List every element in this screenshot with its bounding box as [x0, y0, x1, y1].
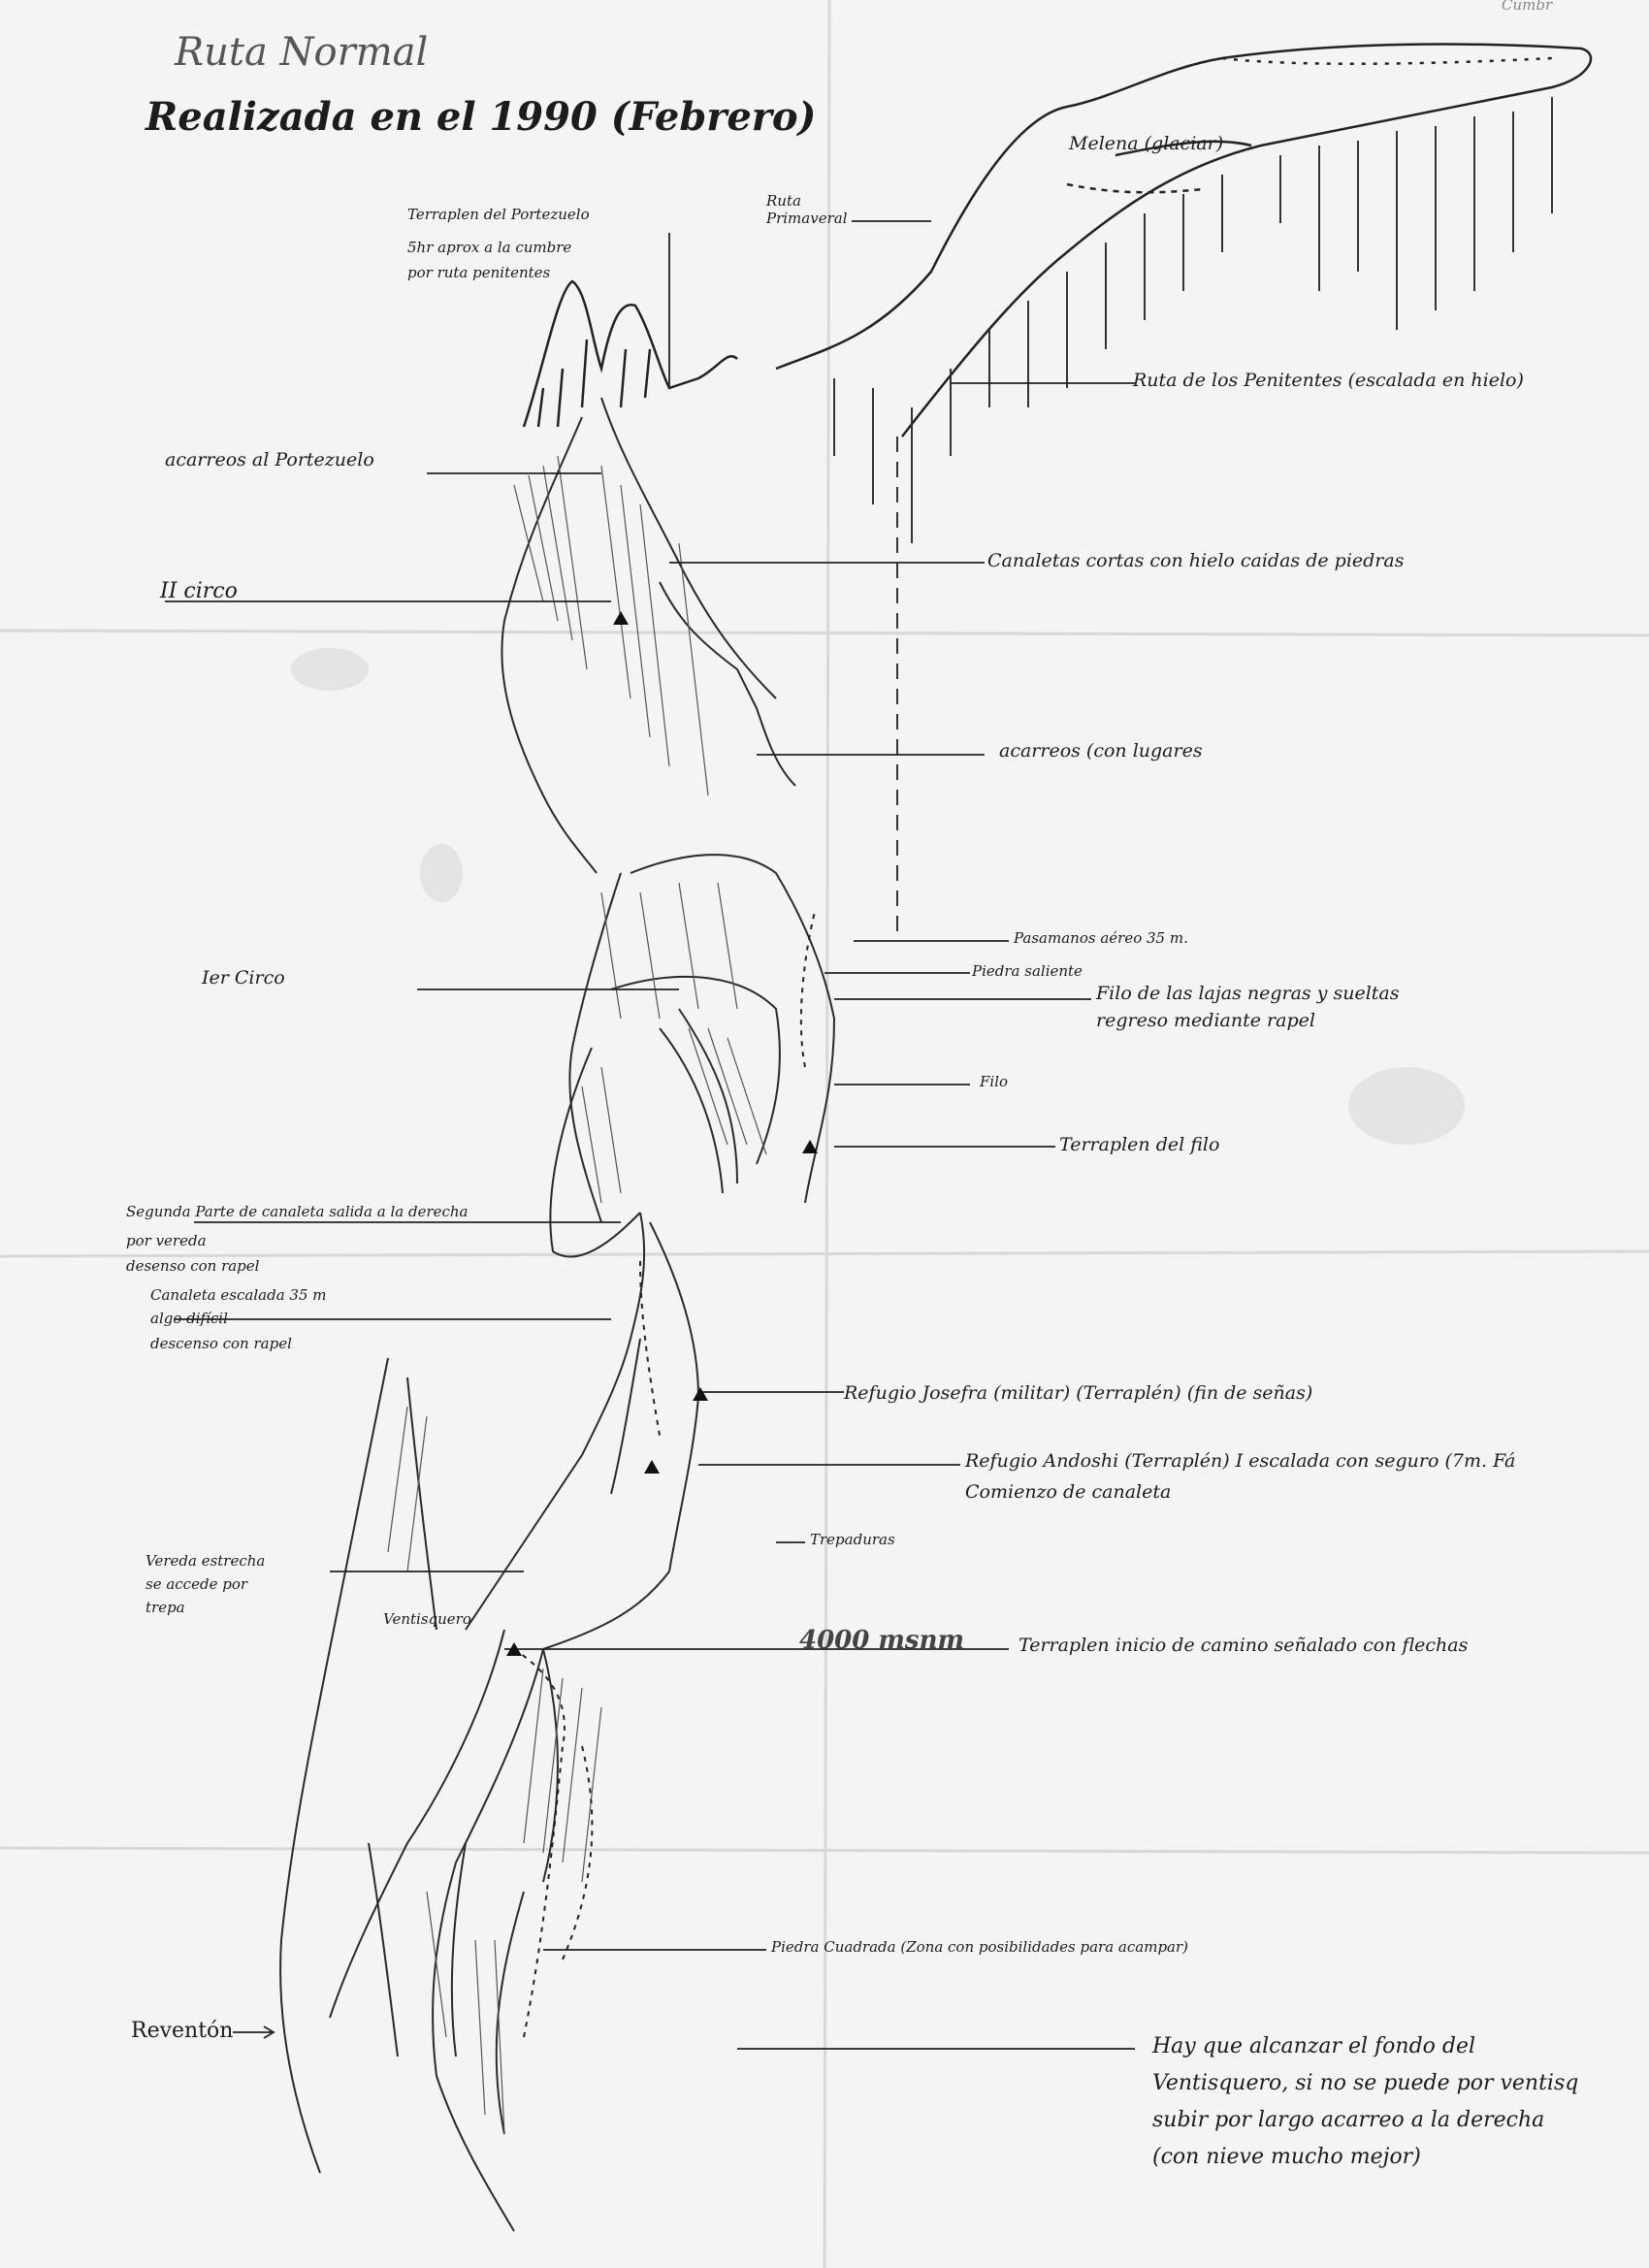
- label-ii-circo: II circo: [160, 579, 238, 603]
- label-piedra-cuadrada: Piedra Cuadrada (Zona con posibilidades para acampar): [771, 1938, 1189, 1956]
- label-canaleta-escalada-2: algo difícil: [150, 1310, 228, 1327]
- label-melena: Melena (glaciar): [1069, 133, 1224, 154]
- label-terraplen-inicio: Terraplen inicio de camino señalado con flechas: [1018, 1635, 1469, 1656]
- leader-lines: [165, 221, 1135, 2049]
- label-segunda-parte-1: Segunda Parte de canaleta salida a la derecha: [126, 1203, 469, 1220]
- label-terraplen-portezuelo-3: por ruta penitentes: [407, 264, 551, 281]
- title-line-2: Realizada en el 1990 (Febrero): [146, 94, 817, 140]
- label-acarreos-lugares: acarreos (con lugares: [999, 740, 1203, 761]
- label-terraplen-filo: Terraplen del filo: [1059, 1134, 1220, 1155]
- title-line-1: Ruta Normal: [175, 30, 429, 75]
- label-piedra-saliente: Piedra saliente: [972, 962, 1083, 980]
- label-altitude: 4000 msnm: [799, 1626, 964, 1655]
- paper-stains: [291, 648, 1465, 1145]
- portezuelo-peaks: [524, 281, 737, 427]
- label-canaleta-escalada-3: descenso con rapel: [150, 1335, 292, 1352]
- label-filo: Filo: [980, 1073, 1009, 1090]
- label-vereda-2: se accede por: [146, 1575, 248, 1593]
- label-pasamanos: Pasamanos aéreo 35 m.: [1014, 929, 1188, 947]
- label-reventon: Reventón: [131, 2019, 234, 2043]
- label-canaletas: Canaletas cortas con hielo caidas de piedras: [987, 550, 1405, 571]
- label-canaleta-escalada-1: Canaleta escalada 35 m: [150, 1286, 327, 1304]
- label-filo-lajas-2: regreso mediante rapel: [1096, 1010, 1315, 1031]
- label-segunda-parte-3: desenso con rapel: [126, 1257, 260, 1275]
- route-path: [514, 912, 815, 2037]
- label-filo-lajas-1: Filo de las lajas negras y sueltas: [1096, 983, 1400, 1004]
- note-line-2: Ventisquero, si no se puede por ventisq: [1152, 2071, 1579, 2095]
- label-terraplen-portezuelo-1: Terraplen del Portezuelo: [407, 206, 590, 223]
- label-vereda-3: trepa: [146, 1599, 185, 1616]
- label-ruta-primaveral-1: Ruta: [766, 192, 801, 210]
- label-ruta-penitentes: Ruta de los Penitentes (escalada en hielo): [1133, 370, 1524, 391]
- label-refugio-josefra: Refugio Josefra (militar) (Terraplén) (fin de señas): [844, 1382, 1313, 1404]
- label-trepaduras: Trepaduras: [810, 1531, 895, 1548]
- label-ruta-primaveral-2: Primaveral: [766, 210, 848, 227]
- note-line-3: subir por largo acarreo a la derecha: [1152, 2108, 1545, 2132]
- label-acarreos-portezuelo: acarreos al Portezuelo: [165, 449, 374, 470]
- label-segunda-parte-2: por vereda: [126, 1232, 207, 1249]
- rock-hatching: [388, 456, 766, 2134]
- label-ier-circo: Ier Circo: [202, 967, 285, 988]
- corner-text: Cumbr: [1502, 0, 1553, 14]
- glacier-icicles: [834, 97, 1552, 543]
- note-line-1: Hay que alcanzar el fondo del: [1152, 2034, 1476, 2058]
- label-terraplen-portezuelo-2: 5hr aprox a la cumbre: [407, 239, 572, 256]
- label-vereda-1: Vereda estrecha: [146, 1552, 266, 1570]
- label-refugio-andoshi-2: Comienzo de canaleta: [965, 1481, 1172, 1503]
- label-refugio-andoshi-1: Refugio Andoshi (Terraplén) I escalada con seguro (7m. Fá: [965, 1450, 1516, 1472]
- label-ventisquero: Ventisquero: [383, 1610, 471, 1628]
- note-line-4: (con nieve mucho mejor): [1152, 2145, 1421, 2169]
